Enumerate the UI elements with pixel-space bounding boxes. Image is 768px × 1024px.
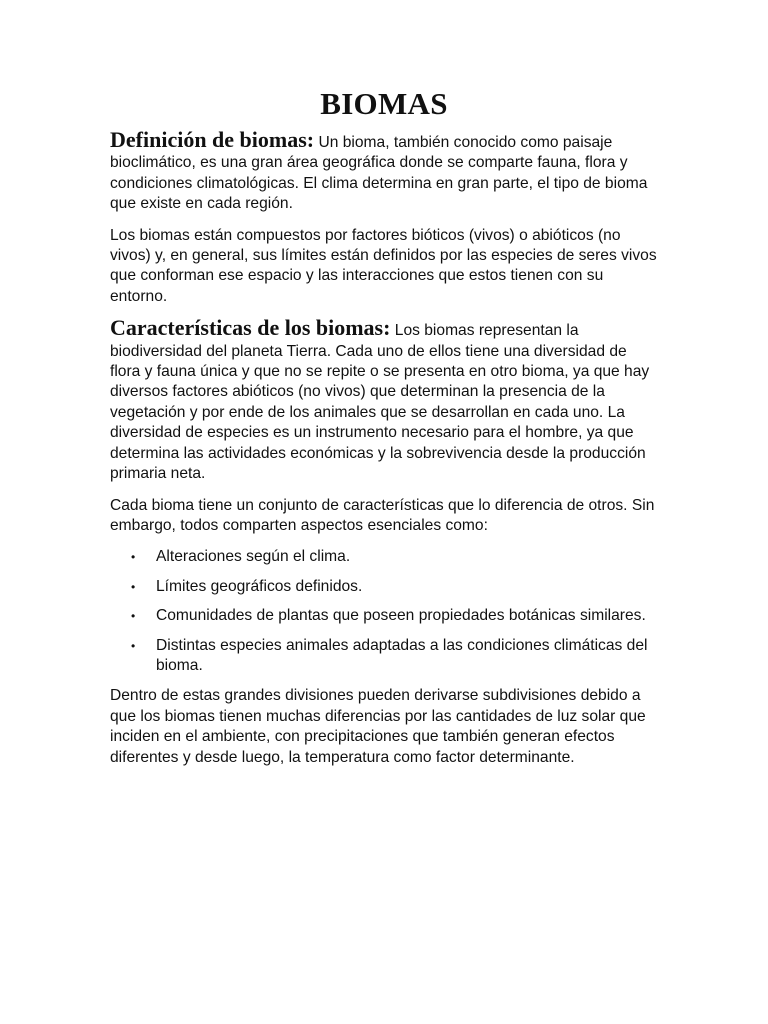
- list-item: [110, 577, 658, 597]
- list-item: [110, 547, 658, 567]
- list-item-text: Alteraciones según el clima.: [156, 548, 351, 566]
- definition-heading: Definición de biomas:: [110, 127, 315, 152]
- definition-paragraph: [110, 127, 658, 215]
- characteristics-paragraph: [110, 315, 658, 484]
- biomas-components-paragraph: Los biomas están compuestos por factores bióticos (vivos) o abióticos (no vivos) y, en general, sus límites están definidos por las especies de seres vivos que conforman ese espacio y las interacciones que estos tienen con su entorno.: [110, 226, 657, 305]
- aspects-list: [110, 547, 658, 676]
- list-item-text: Comunidades de plantas que poseen propiedades botánicas similares.: [156, 607, 646, 625]
- common-aspects-paragraph: Cada bioma tiene un conjunto de características que lo diferencia de otros. Sin embargo, todos comparten aspectos esenciales como:: [110, 496, 655, 534]
- list-item-text: Distintas especies animales adaptadas a las condiciones climáticas del bioma.: [156, 636, 648, 674]
- characteristics-text: Los biomas representan la biodiversidad del planeta Tierra. Cada uno de ellos tiene una diversidad de flora y fauna única y que no se repite o se presenta en otro bioma, ya que hay diversos factores abióticos (no vivos) que determinan la presencia de la vegetación y por ende de los animales que se desarrollan en cada uno. La diversidad de especies es un instrumento necesario para el hombre, ya que determina las actividades económicas y la sobrevivencia desde la producción primaria neta.: [110, 322, 650, 483]
- definition-text: Un bioma, también conocido como paisaje bioclimático, es una gran área geográfica donde se comparte fauna, flora y condiciones climatológicas. El clima determina en gran parte, el tipo de bioma que existe en cada región.: [110, 134, 648, 213]
- characteristics-heading: Características de los biomas:: [110, 315, 391, 341]
- subdivisions-paragraph: Dentro de estas grandes divisiones pueden derivarse subdivisiones debido a que los biomas tienen muchas diferencias por las cantidades de luz solar que inciden en el ambiente, con precipitaciones que también generan efectos diferentes y desde luego, la temperatura como factor determinante.: [110, 687, 646, 766]
- list-item-text: Límites geográficos definidos.: [156, 577, 363, 595]
- bullet-icon: •: [131, 579, 136, 594]
- document-page: [110, 84, 658, 779]
- bullet-icon: •: [131, 638, 136, 653]
- list-item: [110, 636, 658, 677]
- document-title: BIOMAS: [320, 86, 448, 121]
- bullet-icon: •: [131, 550, 136, 565]
- bullet-icon: •: [131, 609, 136, 624]
- list-item: [110, 606, 658, 626]
